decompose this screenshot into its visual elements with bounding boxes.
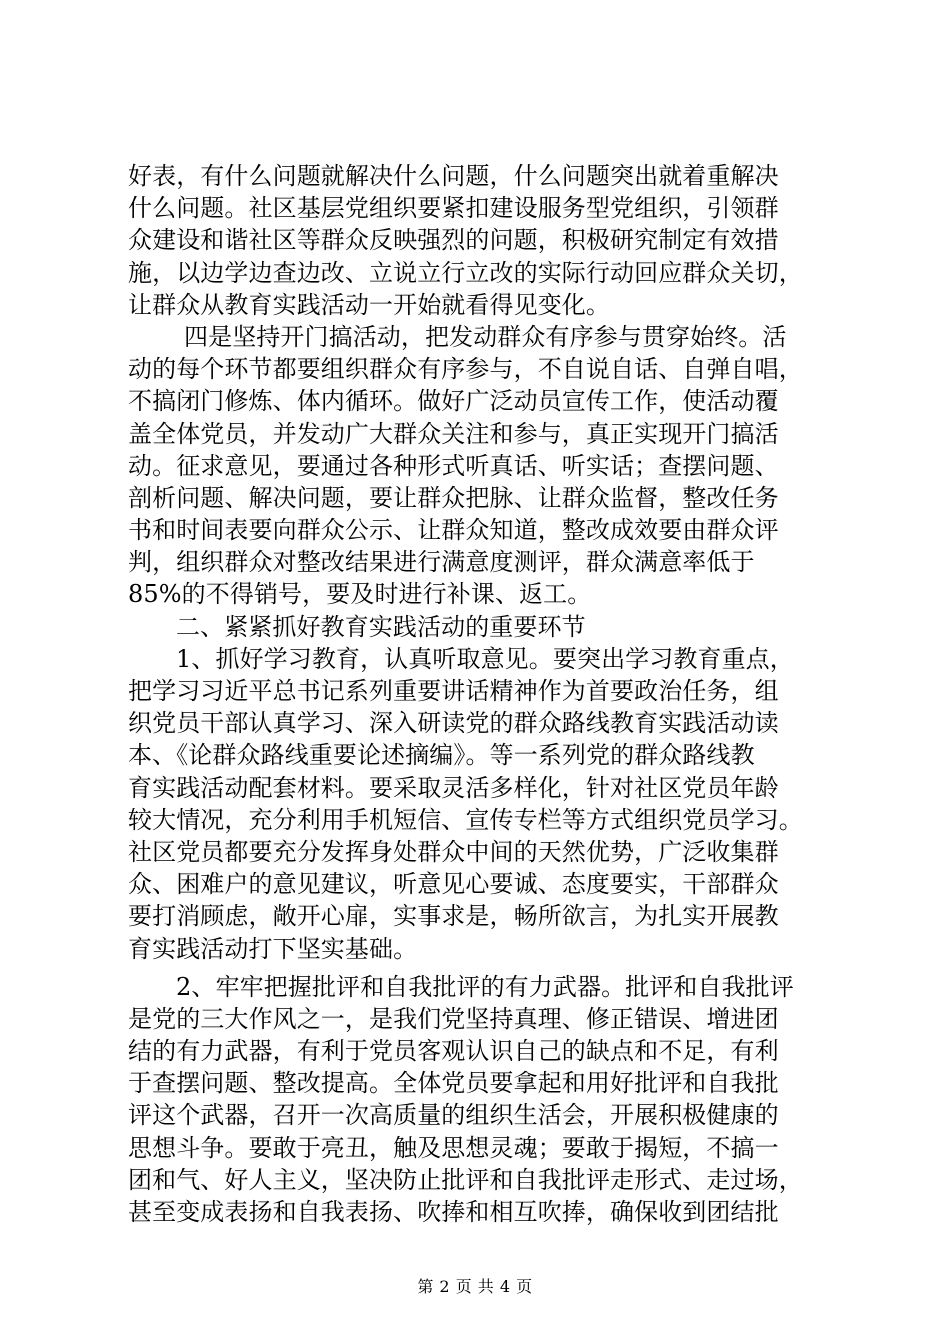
body-text: [128, 160, 833, 1228]
text-line: 团和气、好人主义，坚决防止批评和自我批评走形式、走过场，: [128, 1165, 803, 1194]
text-line: 织党员干部认真学习、深入研读党的群众路线教育实践活动读: [128, 709, 779, 738]
text-line: 社区党员都要充分发挥身处群众中间的天然优势，广泛收集群: [128, 837, 779, 866]
text-line: 施，以边学边查边改、立说立行立改的实际行动回应群众关切，: [128, 258, 803, 287]
text-line: 盖全体党员，并发动广大群众关注和参与，真正实现开门搞活: [128, 419, 779, 448]
text-line: 动的每个环节都要组织群众有序参与，不自说自话、自弹自唱，: [128, 355, 803, 384]
text-line: 把学习习近平总书记系列重要讲话精神作为首要政治任务，组: [128, 677, 779, 705]
text-line: 思想斗争。要敢于亮丑，触及思想灵魂；要敢于揭短，不搞一: [128, 1133, 779, 1162]
section-heading: 二、紧紧抓好教育实践活动的重要环节: [176, 612, 586, 641]
text-line: 结的有力武器，有利于党员客观认识自己的缺点和不足，有利: [128, 1037, 779, 1066]
text-line: 85%的不得销号，要及时进行补课、返工。: [128, 580, 592, 609]
text-line: 好表，有什么问题就解决什么问题，什么问题突出就着重解决: [128, 162, 779, 190]
text-line: 本、《论群众路线重要论述摘编》。等一系列党的群众路线教: [128, 741, 755, 770]
text-line: 众、困难户的意见建议，听意见心要诚、态度要实，干部群众: [128, 870, 779, 899]
text-line: 较大情况，充分利用手机短信、宣传专栏等方式组织党员学习。: [128, 805, 803, 834]
text-line: 剖析问题、解决问题，要让群众把脉、让群众监督，整改任务: [128, 483, 779, 512]
text-line: 判，组织群众对整改结果进行满意度测评，群众满意率低于: [128, 548, 755, 577]
text-line: 1、抓好学习教育，认真听取意见。要突出学习教育重点，: [176, 644, 794, 673]
text-line: 书和时间表要向群众公示、让群众知道，整改成效要由群众评: [128, 516, 779, 545]
text-line: 育实践活动配套材料。要采取灵活多样化，针对社区党员年龄: [128, 773, 779, 802]
text-line: 要打消顾虑，敞开心扉，实事求是，畅所欲言，为扎实开展教: [128, 902, 779, 931]
text-line: 育实践活动打下坚实基础。: [128, 934, 418, 963]
text-line: 于查摆问题、整改提高。全体党员要拿起和用好批评和自我批: [128, 1069, 779, 1098]
text-line: 动。征求意见，要通过各种形式听真话、听实话；查摆问题、: [128, 451, 779, 480]
text-line: 评这个武器，召开一次高质量的组织生活会，开展积极健康的: [128, 1101, 779, 1130]
page-number-footer: 第 2 页 共 4 页: [417, 1277, 533, 1296]
text-line: 让群众从教育实践活动一开始就看得见变化。: [128, 290, 610, 319]
text-line: 众建设和谐社区等群众反映强烈的问题，积极研究制定有效措: [128, 226, 779, 255]
text-line: 2、牢牢把握批评和自我批评的有力武器。批评和自我批评: [176, 972, 794, 1001]
text-line: 不搞闭门修炼、体内循环。做好广泛动员宣传工作，使活动覆: [128, 387, 779, 416]
text-line: 甚至变成表扬和自我表扬、吹捧和相互吹捧，确保收到团结批: [128, 1198, 779, 1226]
text-line: 是党的三大作风之一，是我们党坚持真理、修正错误、增进团: [128, 1004, 779, 1033]
text-line: 什么问题。社区基层党组织要紧扣建设服务型党组织，引领群: [128, 194, 779, 223]
text-line: 四是坚持开门搞活动，把发动群众有序参与贯穿始终。活: [184, 322, 787, 351]
